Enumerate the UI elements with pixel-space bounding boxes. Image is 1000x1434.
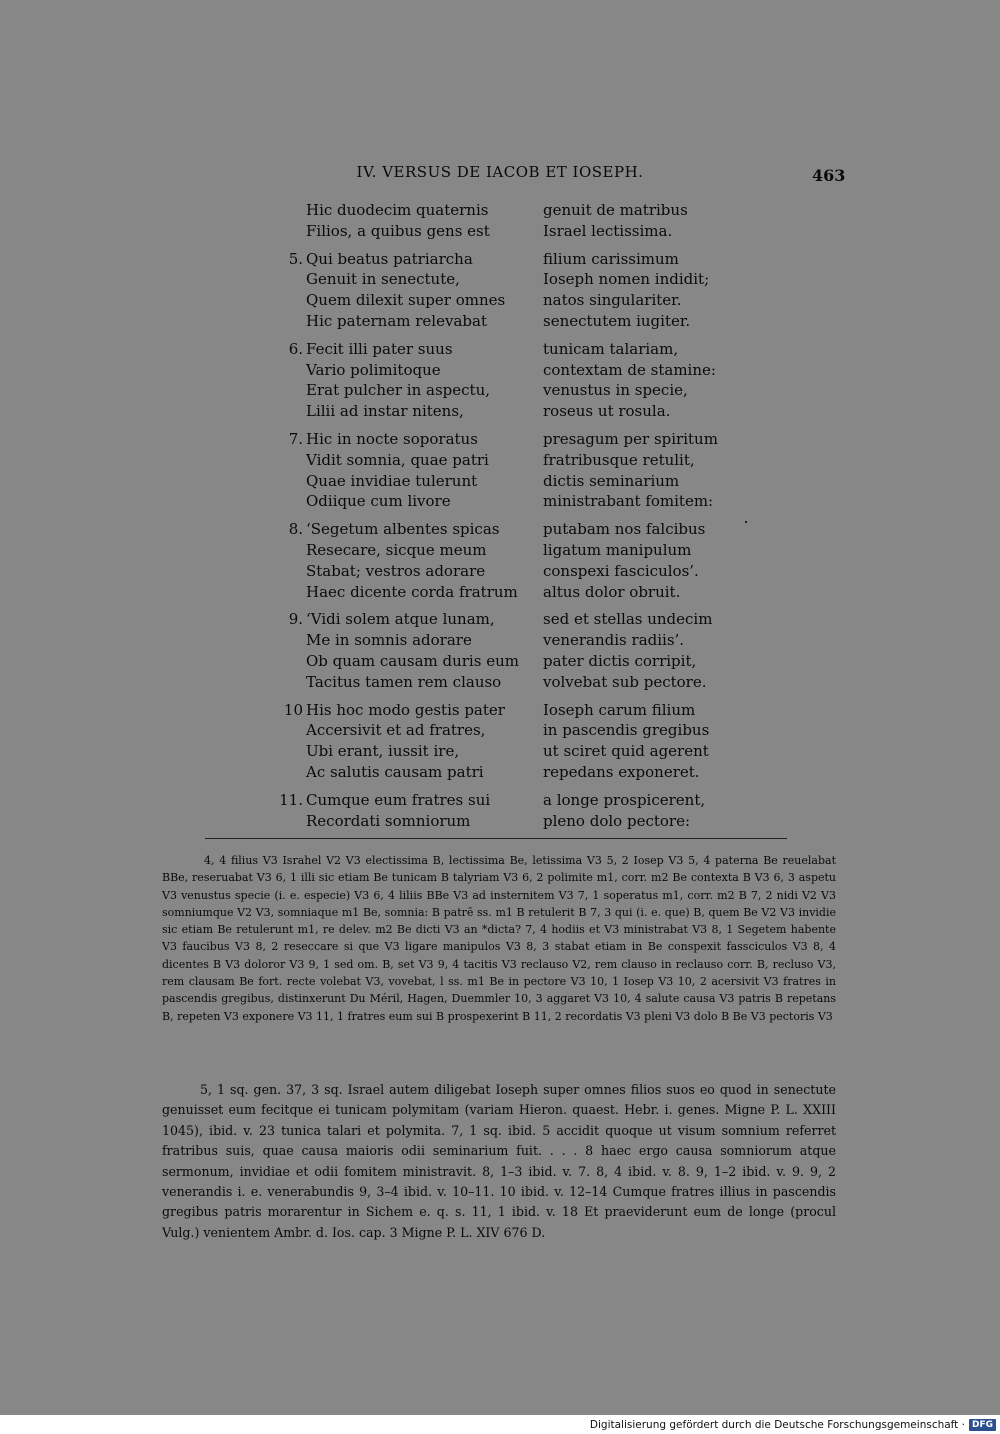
verse-first-half: Ac salutis causam patri — [306, 762, 484, 781]
verse-first-half: Haec dicente corda fratrum — [306, 582, 518, 601]
verse-line — [270, 561, 750, 582]
stanza-number: 11. — [279, 790, 303, 809]
verse-first-half: Odiique cum livore — [306, 492, 451, 511]
verse-first-half: Ubi erant, iussit ire, — [306, 742, 460, 761]
stanza-number: 9. — [288, 610, 303, 629]
verse-first-half: Lilii ad instar nitens, — [306, 402, 464, 421]
stanza-number: 8. — [288, 520, 303, 539]
verse-first-half: Hic paternam relevabat — [306, 311, 487, 330]
verse-second-half: fratribusque retulit, — [543, 450, 695, 469]
verse-second-half: dictis seminarium — [543, 471, 680, 490]
stanza — [270, 609, 750, 692]
verse-line — [270, 741, 750, 762]
stanza-number — [270, 540, 304, 561]
stanza-number — [270, 672, 304, 693]
verse-second-half: Ioseph carum filium — [543, 700, 696, 719]
stanza-number — [270, 651, 304, 672]
verse-line — [270, 200, 750, 221]
verse-second-half: roseus ut rosula. — [543, 402, 671, 421]
verse-first-half: His hoc modo gestis pater — [306, 700, 505, 719]
verse-first-half: Hic in nocte soporatus — [306, 429, 478, 448]
stanza-number — [270, 741, 304, 762]
verse-first-half: Resecare, sicque meum — [306, 540, 487, 559]
verse-second-half: contextam de stamine: — [543, 360, 716, 379]
verse-first-half: Genuit in senectute, — [306, 270, 460, 289]
verse-line — [270, 651, 750, 672]
verse-first-half: ‘Vidi solem atque lunam, — [306, 610, 495, 629]
stanza-number — [270, 561, 304, 582]
verse-line — [270, 582, 750, 603]
verse-line — [270, 360, 750, 381]
verse-line — [270, 269, 750, 290]
verse-line — [270, 540, 750, 561]
verse-second-half: a longe prospicerent, — [543, 790, 706, 809]
verse-second-half: volvebat sub pectore. — [543, 672, 707, 691]
verse-line — [270, 790, 750, 811]
verse-first-half: Vidit somnia, quae patri — [306, 450, 489, 469]
stanza-number: 7. — [288, 429, 303, 448]
stanza-number — [270, 762, 304, 783]
stanza-number — [270, 401, 304, 422]
verse-line — [270, 221, 750, 242]
stanza-number — [270, 491, 304, 512]
verse-first-half: Ob quam causam duris eum — [306, 651, 519, 670]
footer-bar — [0, 1415, 1000, 1434]
verse-second-half: ligatum manipulum — [543, 540, 692, 559]
verse-first-half: Qui beatus patriarcha — [306, 249, 473, 268]
verse-line — [270, 339, 750, 360]
stanza-number — [270, 221, 304, 242]
verse-first-half: Filios, a quibus gens est — [306, 221, 490, 240]
verse-first-half: Accersivit et ad fratres, — [306, 721, 486, 740]
scan-speck — [745, 521, 747, 523]
verse-first-half: Hic duodecim quaternis — [306, 201, 489, 219]
stanza — [270, 519, 750, 602]
stanza-number — [270, 380, 304, 401]
page-number: 463 — [812, 166, 846, 185]
verse-line — [270, 450, 750, 471]
verse-line — [270, 249, 750, 270]
stanza-number — [270, 450, 304, 471]
verse-first-half: Quae invidiae tulerunt — [306, 471, 478, 490]
verse-second-half: putabam nos falcibus — [543, 520, 706, 539]
verse-line — [270, 630, 750, 651]
verse-line — [270, 720, 750, 741]
stanza-number: 6. — [288, 339, 303, 358]
verse-line — [270, 429, 750, 450]
stanza-number — [270, 630, 304, 651]
footer-funding-text: Digitalisierung gefördert durch die Deutsche Forschungsgemeinschaft · — [589, 1418, 965, 1431]
verse-second-half: natos singulariter. — [543, 291, 682, 310]
verse-first-half: Me in somnis adorare — [306, 631, 472, 650]
stanza-number: 10 — [283, 700, 303, 719]
stanza-number — [270, 360, 304, 381]
verse-line — [270, 380, 750, 401]
source-notes — [162, 1080, 836, 1243]
verse-second-half: venustus in specie, — [543, 381, 688, 400]
verse-line — [270, 700, 750, 721]
verse-line — [270, 672, 750, 693]
verse-second-half: presagum per spiritum — [543, 429, 718, 448]
stanza-number — [270, 720, 304, 741]
apparatus-text: 4, 4 filius V3 Israhel V2 V3 electissima B, lectissima Be, letissima V3 5, 2 Iosep V3 5, 4 paterna Be reuelabat BBe, reseruabat V3 6, 1 illi sic etiam Be tunicam B talyriam V3 6, 2 polimite m1, corr. m2 Be contexta B V3 6, 3 aspetu V3 venustus specie (i. e. especie) V3 6, 4 liliis BBe V3 ad insternitem V3 7, 1 soperatus m1, corr. m2 B 7, 2 nidi V2 V3 somniumque V2 V3, somniaque m1 Be, somnia: B patrē ss. m1 B retulerit B 7, 3 qui (i. e. que) B, quem Be V2 V3 invidie sic etiam Be retulerunt m1, re delev. m2 Be dicti V3 an *dicta? 7, 4 hodiis et V3 ministrabat V3 8, 1 Segetem habente V3 faucibus V3 8, 2 reseccare si que V3 ligare manipulos V3 8, 3 stabat etiam in Be conspexit fassciculos V3 8, 4 dicentes B V3 doloror V3 9, 1 sed om. B, set V3 9, 4 tacitis V3 reclauso V2, rem clauso in reclauso corr. B, recluso V3, rem clausam Be fort. recte volebat V3, vovebat, l ss. m1 Be in pectore V3 10, 1 Iosep V3 10, 2 acersivit V3 fratres in pascendis gregibus, distinxerunt Du Méril, Hagen, Duemmler 10, 3 aggaret V3 10, 4 salute causa V3 patris B repetans B, repeten V3 exponere V3 11, 1 fratres eum sui B prospexerint B 11, 2 recordatis V3 pleni V3 dolo B Be V3 pectoris V3 — [162, 854, 836, 1023]
stanza — [270, 429, 750, 512]
verse-line — [270, 311, 750, 332]
footnote-separator — [205, 838, 787, 839]
verse-second-half: pater dictis corripit, — [543, 651, 697, 670]
verse-first-half: ‘Segetum albentes spicas — [306, 520, 500, 539]
verse-first-half: Quem dilexit super omnes — [306, 291, 506, 310]
dfg-logo: DFG — [969, 1419, 996, 1431]
verse-second-half: pleno dolo pectore: — [543, 811, 691, 830]
stanza-number — [270, 200, 304, 221]
verse-second-half: filium carissimum — [543, 249, 679, 268]
verse-second-half: in pascendis gregibus — [543, 721, 710, 740]
verse-second-half: altus dolor obruit. — [543, 582, 681, 601]
verse-line — [270, 290, 750, 311]
verse-first-half: Erat pulcher in aspectu, — [306, 381, 490, 400]
verse-line — [270, 401, 750, 422]
verse-line — [270, 491, 750, 512]
stanza — [270, 700, 750, 783]
verse-second-half: genuit de matribus — [543, 201, 688, 219]
stanza-number — [270, 311, 304, 332]
verse-second-half: conspexi fasciculos’. — [543, 561, 699, 580]
verse-second-half: ministrabant fomitem: — [543, 492, 714, 511]
verse-second-half: repedans exponeret. — [543, 762, 700, 781]
verse-second-half: tunicam talariam, — [543, 339, 679, 358]
verse-line — [270, 471, 750, 492]
verse-line — [270, 609, 750, 630]
source-notes-text: 5, 1 sq. gen. 37, 3 sq. Israel autem diligebat Ioseph super omnes filios suos eo quod in senectute genuisset eum fecitque ei tunicam polymitam (variam Hieron. quaest. Hebr. i. genes. Migne P. L. XXIII 1045), ibid. v. 23 tunica talari et polymita. 7, 1 sq. ibid. 5 accidit quoque ut visum somnium referret fratribus suis, quae causa maioris odii seminarium fuit. . . . 8 haec ergo causa somniorum atque sermonum, invidiae et odii fomitem ministravit. 8, 1–3 ibid. v. 7. 8, 4 ibid. v. 8. 9, 1–2 ibid. v. 9. 9, 2 venerandis i. e. venerabundis 9, 3–4 ibid. v. 10–11. 10 ibid. v. 12–14 Cumque fratres illius in pascendis gregibus patris morarentur in Sichem e. q. s. 11, 1 ibid. v. 18 Et praeviderunt eum de longe (procul Vulg.) venientem Ambr. d. Ios. cap. 3 Migne P. L. XIV 676 D. — [162, 1082, 836, 1240]
stanza-number — [270, 582, 304, 603]
verse-first-half: Fecit illi pater suus — [306, 339, 453, 358]
verse-first-half: Cumque eum fratres sui — [306, 790, 491, 809]
verse-first-half: Recordati somniorum — [306, 811, 471, 830]
verse-first-half: Vario polimitoque — [306, 360, 441, 379]
stanza-number — [270, 471, 304, 492]
stanza-number — [270, 811, 304, 832]
critical-apparatus — [162, 852, 836, 1025]
verse-second-half: Israel lectissima. — [543, 221, 673, 240]
stanza-number: 5. — [288, 249, 303, 268]
stanza — [270, 339, 750, 422]
stanza — [270, 200, 750, 242]
stanza-number — [270, 290, 304, 311]
verse-line — [270, 762, 750, 783]
stanza — [270, 790, 750, 832]
verse-first-half: Stabat; vestros adorare — [306, 561, 486, 580]
verse-second-half: sed et stellas undecim — [543, 610, 713, 629]
verse-second-half: ut sciret quid agerent — [543, 742, 709, 761]
verse-line — [270, 811, 750, 832]
verse-second-half: Ioseph nomen indidit; — [543, 270, 710, 289]
verse-first-half: Tacitus tamen rem clauso — [306, 672, 502, 691]
stanza-number — [270, 269, 304, 290]
verse-second-half: senectutem iugiter. — [543, 311, 691, 330]
verse-line — [270, 519, 750, 540]
running-header: IV. VERSUS DE IACOB ET IOSEPH. — [356, 163, 644, 181]
stanza — [270, 249, 750, 332]
verse-second-half: venerandis radiis’. — [543, 631, 685, 650]
verse-block — [270, 200, 750, 838]
